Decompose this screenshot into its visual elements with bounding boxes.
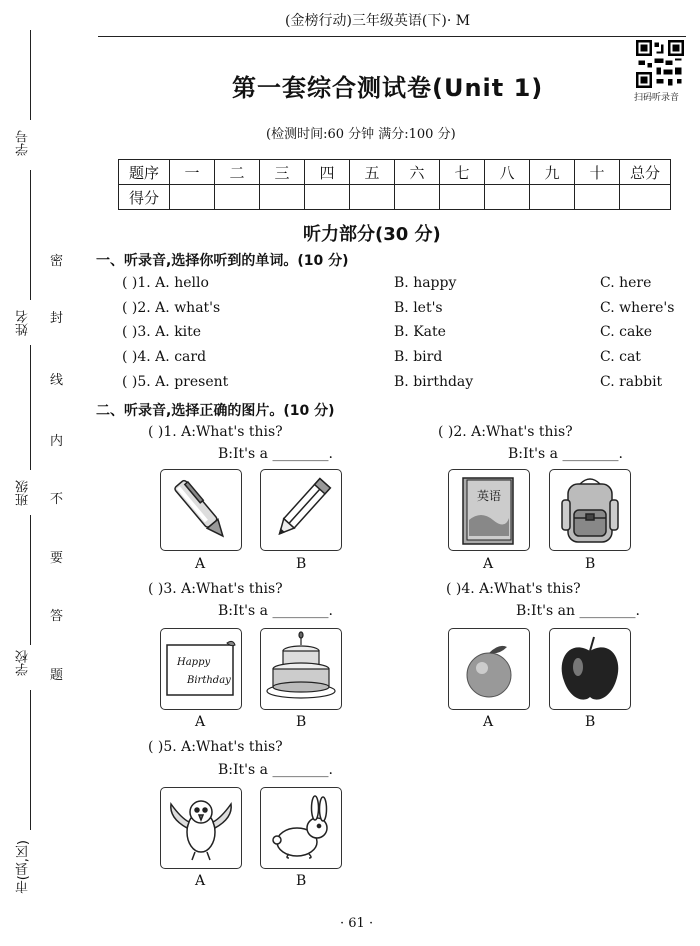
card-text: Birthday	[187, 675, 231, 686]
score-cell[interactable]	[575, 185, 620, 210]
seal-char: 题	[50, 668, 64, 683]
seal-char: 答	[50, 609, 64, 624]
table-header-cell: 六	[395, 160, 440, 185]
picture-question-1[interactable]: ( )1. A:What's this?	[148, 424, 283, 440]
sidebar-line	[30, 515, 31, 645]
table-header-cell: 题序	[119, 160, 170, 185]
sidebar-line	[30, 690, 31, 830]
birthday-card-image[interactable]	[160, 628, 242, 710]
part2-heading: 二、听录音,选择正确的图片。(10 分)	[96, 403, 335, 419]
score-cell[interactable]	[440, 185, 485, 210]
answer-line: B:It's a ________.	[218, 603, 333, 619]
option-a-label: A	[195, 873, 206, 889]
book-text: 英语	[476, 489, 502, 503]
table-header-cell: 八	[485, 160, 530, 185]
sidebar-line	[30, 30, 31, 120]
score-cell[interactable]	[350, 185, 395, 210]
option-b-label: B	[585, 714, 596, 730]
picture-question-3[interactable]: ( )3. A:What's this?	[148, 581, 283, 597]
option-b-label: B	[296, 714, 307, 730]
option-c: C. here	[600, 275, 652, 291]
seal-char: 内	[50, 434, 64, 449]
option-c: C. cat	[600, 349, 641, 365]
book-image[interactable]	[448, 469, 530, 551]
pen-image[interactable]	[160, 469, 242, 551]
table-header-cell: 五	[350, 160, 395, 185]
bird-image[interactable]	[160, 787, 242, 869]
table-header-cell: 四	[305, 160, 350, 185]
option-a-label: A	[195, 556, 206, 572]
answer-line: B:It's a ________.	[508, 446, 623, 462]
school-label: 学校	[16, 650, 31, 676]
table-header-cell: 十	[575, 160, 620, 185]
pencil-image[interactable]	[260, 469, 342, 551]
score-cell[interactable]	[395, 185, 440, 210]
sidebar-line	[30, 170, 31, 300]
seal-char: 不	[50, 492, 64, 507]
orange-image[interactable]	[448, 628, 530, 710]
picture-question-2[interactable]: ( )2. A:What's this?	[438, 424, 573, 440]
answer-blank-5[interactable]: ( )5. A. present	[122, 374, 229, 390]
option-b: B. happy	[394, 275, 457, 291]
option-b: B. bird	[394, 349, 443, 365]
card-text: Happy	[177, 657, 211, 668]
answer-blank-3[interactable]: ( )3. A. kite	[122, 324, 202, 340]
header-rule	[98, 36, 686, 37]
option-b-label: B	[296, 556, 307, 572]
option-b-label: B	[296, 873, 307, 889]
answer-blank-1[interactable]: ( )1. A. hello	[122, 275, 209, 291]
qr-caption: 扫码听录音	[634, 93, 680, 103]
option-a-label: A	[483, 556, 494, 572]
option-c: C. where's	[600, 300, 675, 316]
qr-code-icon[interactable]	[636, 40, 684, 88]
seal-char: 密	[50, 254, 64, 269]
score-cell[interactable]	[170, 185, 215, 210]
rabbit-image[interactable]	[260, 787, 342, 869]
score-cell[interactable]	[215, 185, 260, 210]
section-title: 听力部分(30 分)	[303, 224, 441, 245]
picture-question-5[interactable]: ( )5. A:What's this?	[148, 739, 283, 755]
score-cell[interactable]	[530, 185, 575, 210]
table-header-cell: 七	[440, 160, 485, 185]
seal-char: 封	[50, 311, 64, 326]
page-number: · 61 ·	[340, 916, 374, 931]
option-a-label: A	[483, 714, 494, 730]
answer-blank-2[interactable]: ( )2. A. what's	[122, 300, 221, 316]
city-label: 市(县,区)	[16, 840, 31, 894]
table-header-cell: 一	[170, 160, 215, 185]
table-header-cell: 二	[215, 160, 260, 185]
schoolbag-image[interactable]	[549, 469, 631, 551]
book-header: (金榜行动)三年级英语(下)· M	[285, 13, 471, 29]
table-header-cell: 九	[530, 160, 575, 185]
score-cell[interactable]	[260, 185, 305, 210]
option-b: B. let's	[394, 300, 443, 316]
option-c: C. cake	[600, 324, 653, 340]
table-header-cell: 三	[260, 160, 305, 185]
cake-image[interactable]	[260, 628, 342, 710]
class-label: 班级	[16, 480, 31, 506]
apple-image[interactable]	[549, 628, 631, 710]
option-b: B. Kate	[394, 324, 446, 340]
option-a-label: A	[195, 714, 206, 730]
exam-info: (检测时间:60 分钟 满分:100 分)	[266, 127, 456, 142]
table-header-cell: 总分	[620, 160, 671, 185]
sidebar-line	[30, 345, 31, 470]
student-id-label: 学号	[16, 130, 31, 156]
score-cell[interactable]	[485, 185, 530, 210]
seal-char: 要	[50, 551, 64, 566]
score-cell[interactable]	[305, 185, 350, 210]
seal-char: 线	[50, 373, 64, 388]
part1-heading: 一、听录音,选择你听到的单词。(10 分)	[96, 253, 349, 269]
answer-line: B:It's a ________.	[218, 762, 333, 778]
option-c: C. rabbit	[600, 374, 663, 390]
page-title: 第一套综合测试卷(Unit 1)	[232, 74, 544, 102]
option-b: B. birthday	[394, 374, 474, 390]
score-row-label: 得分	[119, 185, 170, 210]
answer-line: B:It's an ________.	[516, 603, 640, 619]
name-label: 姓名	[16, 310, 31, 336]
score-table	[118, 159, 671, 210]
answer-line: B:It's a ________.	[218, 446, 333, 462]
answer-blank-4[interactable]: ( )4. A. card	[122, 349, 207, 365]
score-cell[interactable]	[620, 185, 671, 210]
option-b-label: B	[585, 556, 596, 572]
picture-question-4[interactable]: ( )4. A:What's this?	[446, 581, 581, 597]
